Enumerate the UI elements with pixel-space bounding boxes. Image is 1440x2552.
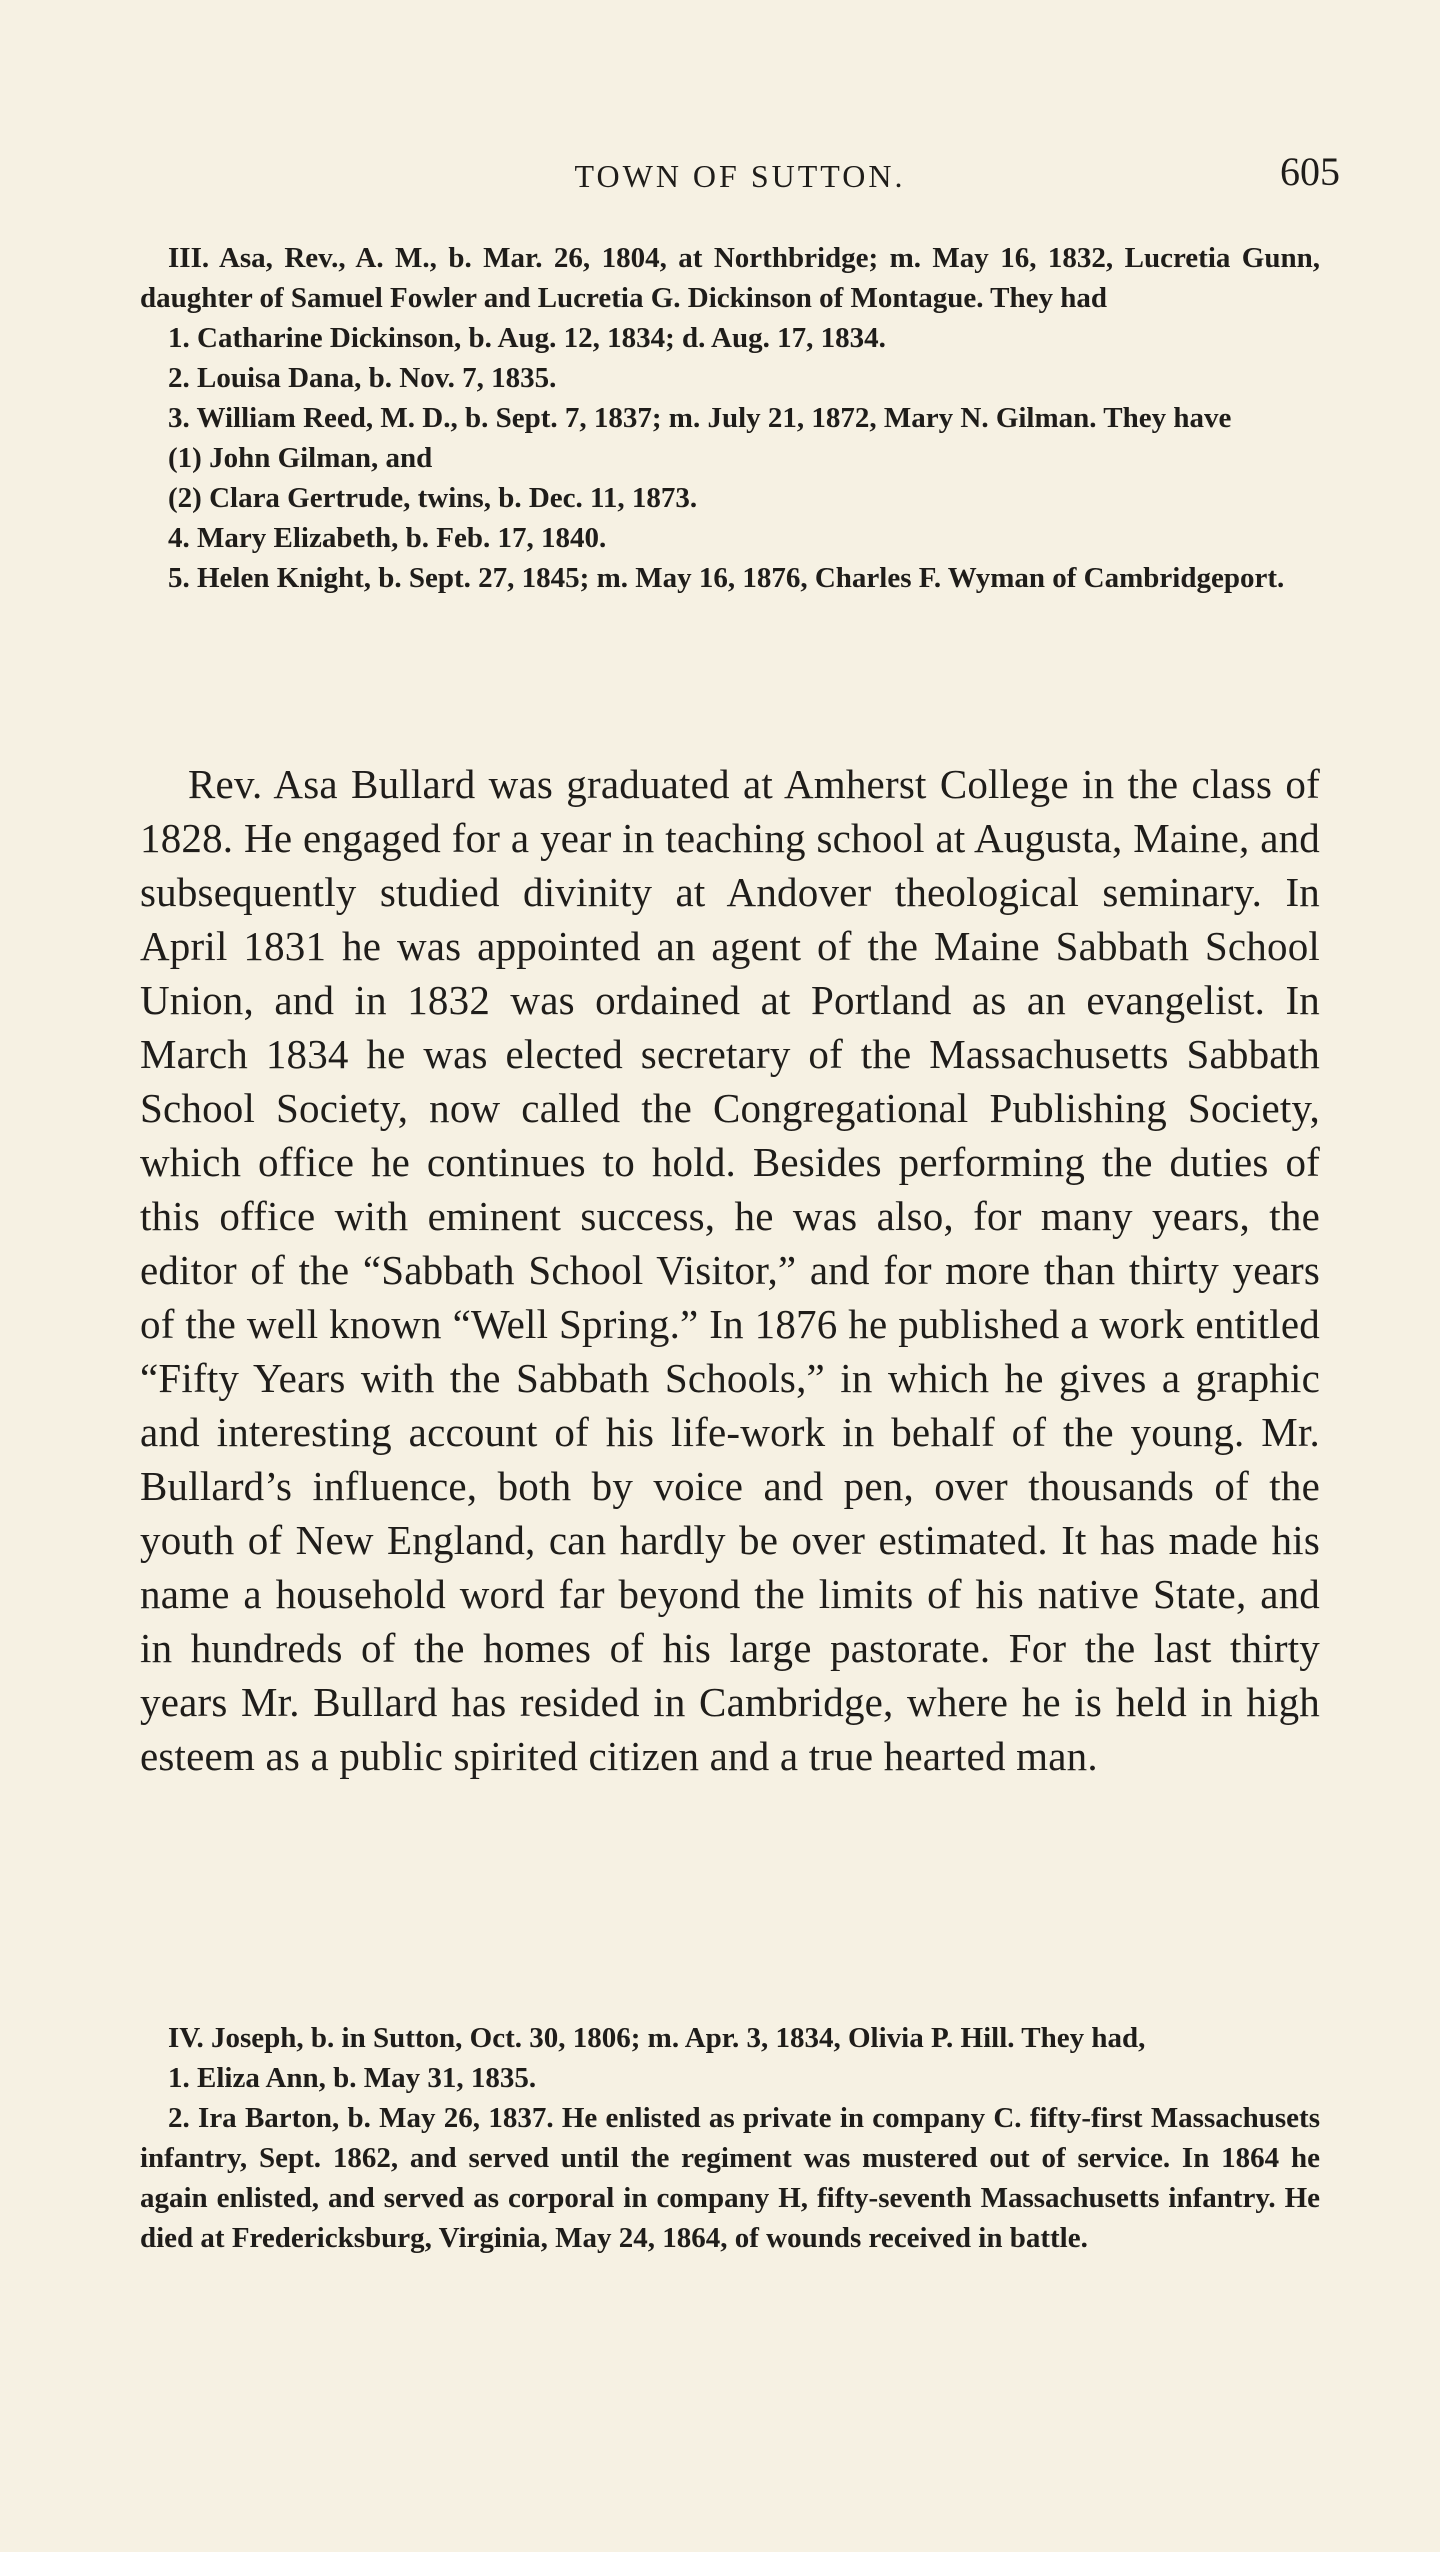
page-number: 605	[1280, 149, 1340, 194]
running-head	[140, 148, 1340, 208]
child-entry: 4. Mary Elizabeth, b. Feb. 17, 1840.	[168, 522, 607, 554]
section-iv-intro: IV. Joseph, b. in Sutton, Oct. 30, 1806; m. Apr. 3, 1834, Olivia P. Hill. They had,	[168, 2022, 1146, 2054]
grandchild-entry: (1) John Gilman, and	[168, 442, 433, 474]
child-entry: 2. Ira Barton, b. May 26, 1837. He enlisted as private in company C. fifty-first Massachusets infantry, Sept. 1862, and served until the regiment was mustered out of service. In 1864 he again enlisted, and served as corporal in company H, fifty-seventh Massachusetts infantry. He died at Fredericksburg, Virginia, May 24, 1864, of wounds received in battle.	[140, 2102, 1320, 2254]
section-iv-joseph	[140, 2018, 1320, 2258]
child-entry: 1. Catharine Dickinson, b. Aug. 12, 1834; d. Aug. 17, 1834.	[168, 322, 886, 354]
child-entry: 3. William Reed, M. D., b. Sept. 7, 1837; m. July 21, 1872, Mary N. Gilman. They have	[168, 402, 1232, 434]
grandchild-entry: (2) Clara Gertrude, twins, b. Dec. 11, 1873.	[168, 482, 698, 514]
child-entry: 2. Louisa Dana, b. Nov. 7, 1835.	[168, 362, 557, 394]
section-iii-intro: III. Asa, Rev., A. M., b. Mar. 26, 1804, at Northbridge; m. May 16, 1832, Lucretia Gunn, daughter of Samuel Fowler and Lucretia G. Dickinson of Montague. They had	[140, 242, 1320, 314]
child-entry: 5. Helen Knight, b. Sept. 27, 1845; m. May 16, 1876, Charles F. Wyman of Cambridgeport.	[168, 562, 1285, 594]
child-entry: 1. Eliza Ann, b. May 31, 1835.	[168, 2062, 537, 2094]
section-iii-asa	[140, 238, 1320, 598]
biography-asa-bullard	[140, 757, 1320, 1783]
biography-paragraph: Rev. Asa Bullard was graduated at Amherst College in the class of 1828. He engaged for a year in teaching school at Augusta, Maine, and subsequently studied divinity at Andover theological seminary. In April 1831 he was appointed an agent of the Maine Sabbath School Union, and in 1832 was ordained at Portland as an evangelist. In March 1834 he was elected secretary of the Massachusetts Sabbath School Society, now called the Congregational Publishing Society, which office he continues to hold. Besides performing the duties of this office with eminent success, he was also, for many years, the editor of the “Sabbath School Visitor,” and for more than thirty years of the well known “Well Spring.” In 1876 he published a work entitled “Fifty Years with the Sabbath Schools,” in which he gives a graphic and interesting account of his life-work in behalf of the young. Mr. Bullard’s influence, both by voice and pen, over thousands of the youth of New England, can hardly be over estimated. It has made his name a household word far beyond the limits of his native State, and in hundreds of the homes of his large pastorate. For the last thirty years Mr. Bullard has resided in Cambridge, where he is held in high esteem as a public spirited citizen and a true hearted man.	[140, 761, 1320, 1779]
running-title: TOWN OF SUTTON.	[574, 158, 906, 194]
